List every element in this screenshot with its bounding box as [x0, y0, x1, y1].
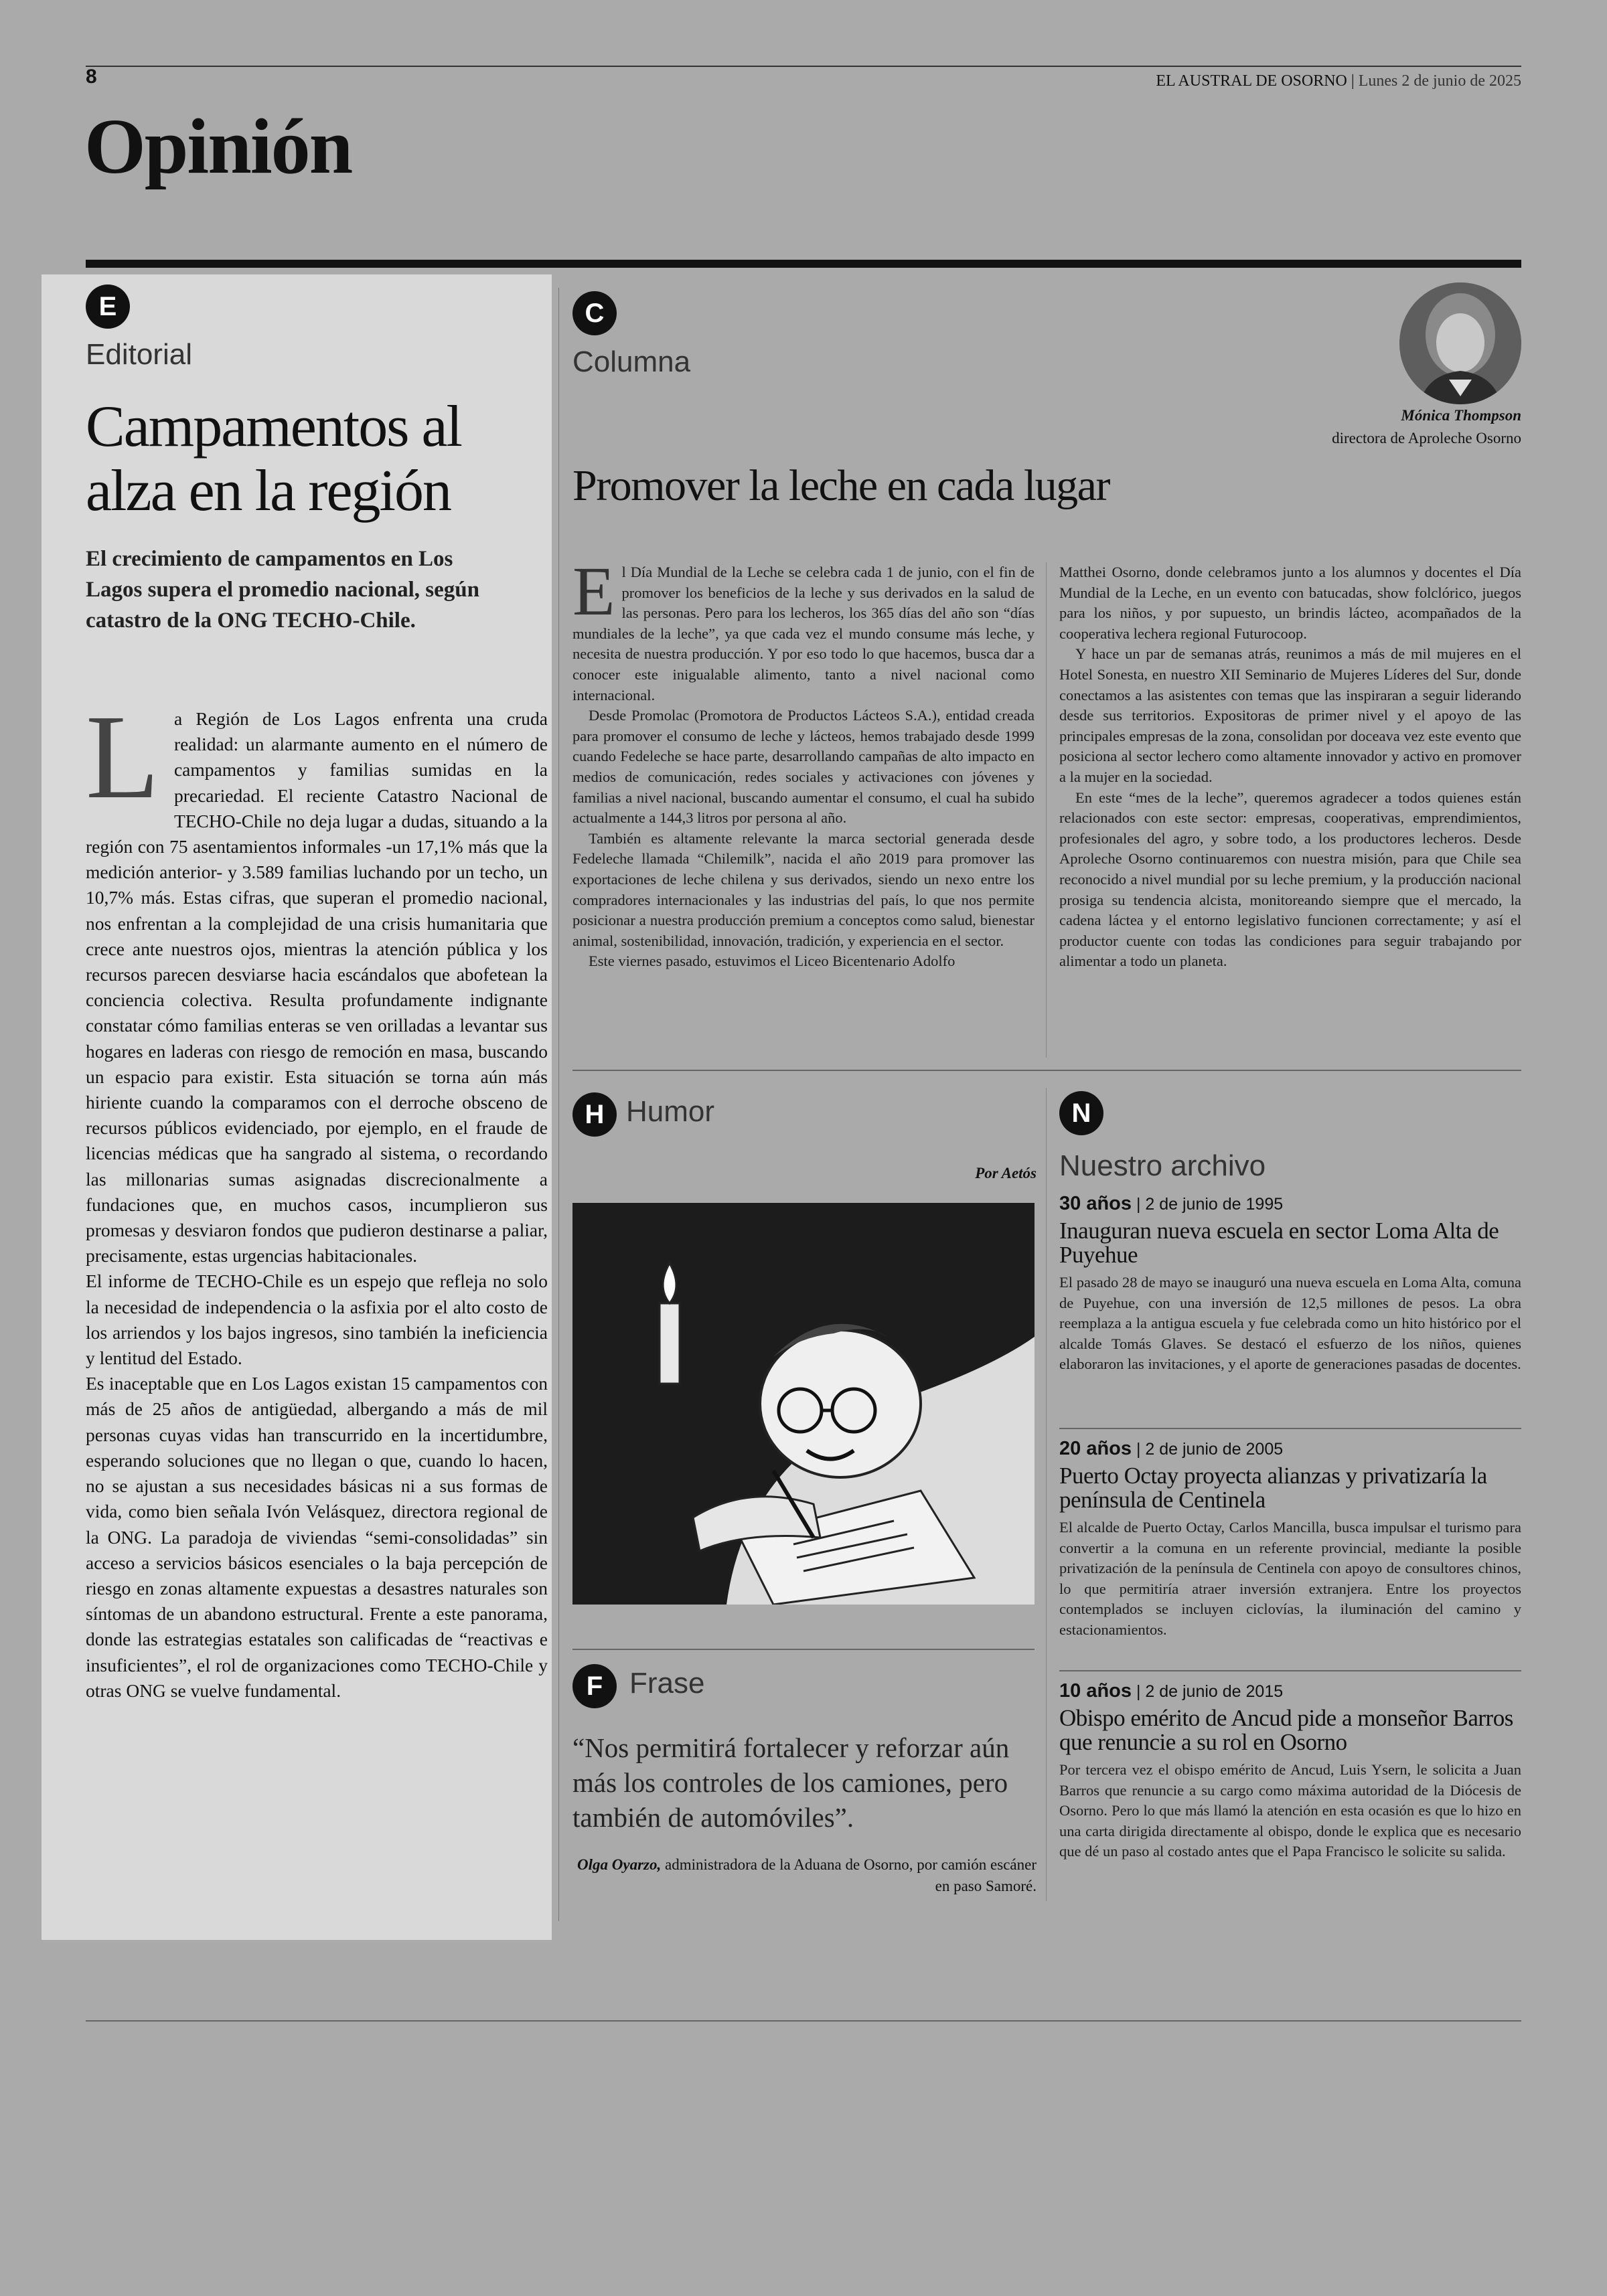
author-avatar — [1399, 282, 1521, 404]
editorial-subtitle: El crecimiento de campamentos en Los Lagos supera el promedio nacional, según catastro de la ONG TECHO-Chile. — [86, 547, 479, 633]
humor-kicker: Humor — [626, 1095, 715, 1128]
archive-item-body: El alcalde de Puerto Octay, Carlos Mancilla, busca impulsar el turismo para convertir a la comuna en un referente provincial, mediante la posible privatización de la península de Centinela con apoyo de consultores chinos, lo que permitiría atraer inversión extranjera. Entre los proyectos contemplados se incluyen ciclovías, la iluminación del camino y estacionamientos. — [1059, 1519, 1521, 1638]
column-author-name: Mónica Thompson — [1401, 407, 1521, 424]
column-paragraph: Matthei Osorno, donde celebramos junto a los alumnos y docentes el Día Mundial de la Leche, en un evento con batucadas, show folclórico, juegos para los niños, y por supuesto, un brindis lácteo, acompañados de la cooperativa lechera regional Futurocoop. — [1059, 564, 1521, 642]
newspaper-name: EL AUSTRAL DE OSORNO — [1156, 72, 1347, 90]
archive-separator — [1059, 1428, 1521, 1429]
humor-byline: Por Aetós — [975, 1165, 1037, 1181]
editorial-title — [86, 395, 541, 523]
editorial-title-line2: alza en la región — [86, 459, 451, 523]
column-divider — [558, 288, 559, 1921]
editorial-drop-cap: L — [86, 690, 159, 823]
archive-separator — [1059, 1670, 1521, 1671]
column-paragraph: En este “mes de la leche”, queremos agradecer a todos quienes están relacionados con este sector: empresas, cooperativas, emprendimientos, profesionales del agro, y sobre todo, a los productores lecheros. Desde Aproleche Osorno continuaremos con nuestra misión, para que Chile sea reconocido a nivel mundial por su leche premium, y la producción nacional prosiga su tendencia alcista, monitoreando siempre que el mercado, la cadena láctea y el entorno legislativo funcionen correctamente; y así el productor cuente con todas las condiciones para seguir trabajando por alimentar a todo un planeta. — [1059, 789, 1521, 970]
archive-item — [1059, 1193, 1521, 1375]
archive-item-body: El pasado 28 de mayo se inauguró una nueva escuela en Loma Alta, comuna de Puyehue, con una inversión de 12,5 millones de pesos. La obra reemplaza a la antigua escuela y fue celebrada como un hito histórico por el alcalde Tomás Glaves. Se destacó el esfuerzo de los niños, quienes elaboraron las invitaciones, y el aporte de generaciones pasadas de docentes. — [1059, 1274, 1521, 1373]
column-paragraph: También es altamente relevante la marca sectorial generada desde Fedeleche llamada “Chilemilk”, nacida el año 2019 para promover las exportaciones de leche chilena y sus derivados, siendo un nexo entre los compradores internacionales y las industrias del país, lo que nos permite posicionar a nuestra producción premium a conceptos como salud, bienestar animal, sostenibilidad, innovación, tradición, y experiencia en el sector. — [572, 829, 1035, 949]
column-kicker: Columna — [572, 345, 691, 378]
bottom-rule — [86, 2020, 1521, 2022]
column-title: Promover la leche en cada lugar — [572, 461, 1109, 510]
archive-item-headline: Obispo emérito de Ancud pide a monseñor Barros que renuncie a su rol en Osorno — [1059, 1705, 1513, 1755]
author-portrait — [1399, 282, 1521, 404]
editorial-paragraph: El informe de TECHO-Chile es un espejo que refleja no solo la necesidad de independencia o la asfixia por el alto costo de los arriendos y los bajos ingresos, sino también la ineficiencia y lentitud del Estado. — [86, 1270, 548, 1369]
archive-item-year: 30 años | 2 de junio de 1995 — [1059, 1193, 1284, 1214]
frase-quote: “Nos permitirá fortalecer y reforzar aún más los controles de los camiones, pero también de automóviles”. — [572, 1732, 1010, 1833]
archive-item — [1059, 1438, 1521, 1641]
archive-item-year: 20 años | 2 de junio de 2005 — [1059, 1438, 1284, 1459]
top-rule — [86, 66, 1521, 67]
column-badge: C — [572, 291, 617, 335]
humor-cartoon — [572, 1203, 1035, 1605]
column-author-role: directora de Aproleche Osorno — [1332, 430, 1521, 446]
column-paragraph: Desde Promolac (Promotora de Productos Lácteos S.A.), entidad creada para promover el consumo de leche y lácteos, hemos trabajado desde 1999 cuando Fedeleche se hace parte, desarrollando campañas de alto impacto en medios de comunicación, redes sociales y activaciones con jóvenes y familias a nivel nacional, buscando aumentar el consumo, el cual ha subido actualmente a 144,3 litros por persona al año. — [572, 707, 1035, 827]
frase-author-name: Olga Oyarzo, — [577, 1856, 662, 1873]
column-paragraph: Y hace un par de semanas atrás, reunimos a más de mil mujeres en el Hotel Sonesta, en nuestro XII Seminario de Mujeres Líderes del Sur, donde conectamos a las asistentes con temas que las inspiraran a seguir liderando desde sus territorios. Expositoras de primer nivel y el apoyo de las principales empresas de la zona, consolidan por doceava vez este evento que posiciona al sector lechero como altamente innovador y activo en promover a la mujer en la sociedad. — [1059, 645, 1521, 785]
archive-item-year: 10 años | 2 de junio de 2015 — [1059, 1680, 1284, 1702]
humor-bottom-rule — [572, 1649, 1035, 1650]
frase-attribution — [568, 1854, 1037, 1897]
column-body-right — [1059, 562, 1521, 972]
frase-badge: F — [572, 1664, 617, 1708]
editorial-kicker: Editorial — [86, 338, 192, 371]
frase-author-role: administradora de la Aduana de Osorno, por camión escáner en paso Samoré. — [665, 1856, 1037, 1894]
column-paragraph: l Día Mundial de la Leche se celebra cada 1 de junio, con el fin de promover los beneficios de la leche y sus derivados en la salud de las personas. Pero para los lecheros, los 365 días del año son “días mundiales de la leche”, ya que cada vez el mundo consume más leche, y necesita de nuestra producción. Y por eso todo lo que hacemos, busca dar a conocer este inigualable alimento, tanto a nivel nacional como internacional. — [572, 564, 1035, 704]
column-drop-cap: E — [572, 553, 615, 630]
masthead-divider: | — [1351, 72, 1359, 90]
archive-badge: N — [1059, 1091, 1103, 1135]
masthead — [1156, 72, 1521, 90]
archive-item-headline: Puerto Octay proyecta alianzas y privatizaría la península de Centinela — [1059, 1463, 1487, 1513]
frase-kicker: Frase — [629, 1667, 705, 1700]
section-rule — [86, 260, 1521, 268]
humor-badge: H — [572, 1092, 617, 1137]
editorial-paragraph: Es inaceptable que en Los Lagos existan 15 campamentos con más de 25 años de antigüedad, albergando a más de mil personas cuyas vidas han transcurrido en la incertidumbre, esperando soluciones que no llegan o que, cuando lo hacen, no se ajustan a sus necesidades básicas ni a sus formas de vida, como bien señala Ivón Velásquez, directora regional de la ONG. La paradoja de viviendas “semi-consolidadas” sin acceso a servicios básicos esenciales o la baja percepción de riesgo en zonas altamente expuestas a desastres naturales son síntomas de un abandono estructural. Frente a este panorama, donde las estrategias estatales son calificadas de “reactivas e insuficientes”, el rol de organizaciones como TECHO-Chile y otras ONG se vuelve fundamental. — [86, 1373, 548, 1701]
issue-date: Lunes 2 de junio de 2025 — [1358, 72, 1521, 90]
editorial-badge: E — [86, 284, 130, 329]
archive-item — [1059, 1680, 1521, 1862]
archive-item-headline: Inauguran nueva escuela en sector Loma Alta de Puyehue — [1059, 1218, 1499, 1268]
column-bottom-rule — [572, 1070, 1521, 1071]
cartoon-illustration — [572, 1203, 1035, 1605]
editorial-paragraph: a Región de Los Lagos enfrenta una cruda realidad: un alarmante aumento en el número de campamentos y familias sumidas en la precariedad. El reciente Catastro Nacional de TECHO-Chile no deja lugar a dudas, situando a la región con 75 asentamientos informales -un 17,1% más que la medición anterior- y 3.589 familias luchando por un techo, un 10,7% más. Estas cifras, que superan el promedio nacional, nos enfrentan a la complejidad de una crisis humanitaria que crece ante nuestros ojos, mientras la atención pública y los recursos parecen desviarse hacia escándalos que abofetean la conciencia colectiva. Resulta profundamente indignante constatar cómo familias enteras se ven orilladas a levantar sus hogares en laderas con riesgo de remoción en masa, buscando un espacio para existir. Esta situación se torna aún más hiriente cuando la comparamos con el derroche obsceno de recursos públicos evidenciado, por ejemplo, en el fraude de licencias médicas que ha sangrado al sistema, o recordando las millonarias sumas asignadas discrecionalmente a fundaciones que, en muchos casos, incumplieron sus promesas y desviaron fondos que pudieron destinarse a paliar, precisamente, estas urgencias habitacionales. — [86, 708, 548, 1266]
archive-kicker: Nuestro archivo — [1059, 1149, 1266, 1182]
column-body-left — [572, 553, 1035, 972]
column-inner-divider — [1046, 562, 1047, 1058]
column-paragraph: Este viernes pasado, estuvimos el Liceo Bicentenario Adolfo — [589, 953, 955, 970]
section-title: Opinión — [84, 102, 352, 190]
editorial-body — [86, 690, 548, 1704]
archive-item-body: Por tercera vez el obispo emérito de Ancud, Luis Ysern, le solicita a Juan Barros que renuncie a su cargo como máxima autoridad de la Diócesis de Osorno. Pero lo que más llamó la atención en esta ocasión es que lo hizo en una carta dirigida directamente al obispo, donde le explica que es necesario que dé un paso al costado antes que el Papa Francisco le solicite su salida. — [1059, 1761, 1521, 1860]
editorial-title-line1: Campamentos al — [86, 394, 461, 459]
humor-archive-divider — [1046, 1088, 1047, 1901]
page-number: 8 — [86, 66, 97, 88]
